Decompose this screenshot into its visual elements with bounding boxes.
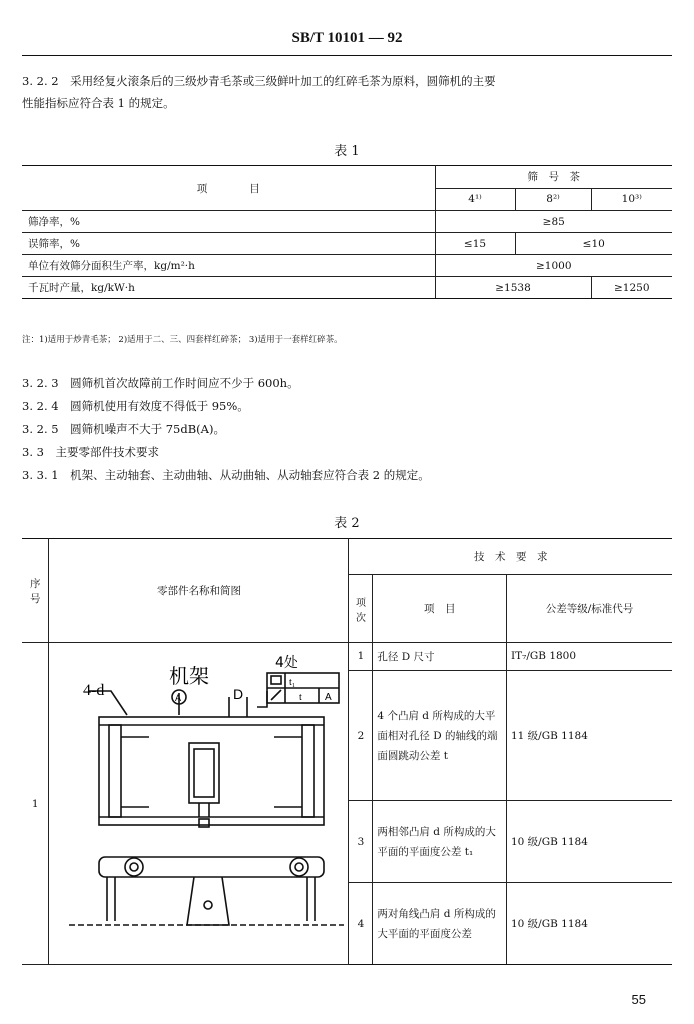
table1-head-c2: 8²⁾: [515, 188, 591, 211]
table1-head-group: 筛 号 茶: [435, 166, 672, 189]
para-3-2-2: 3. 2. 2 采用经复火滚条后的三级炒青毛茶或三级鲜叶加工的红碎毛茶为原料，圆筛机的主要: [22, 74, 496, 88]
item-no: 3: [349, 801, 373, 883]
table2-row-no: 1: [22, 643, 49, 965]
item-grade: IT₇/GB 1800: [506, 643, 672, 671]
para-3-3-1: 3. 3. 1 机架、主动轴套、主动曲轴、从动曲轴、从动轴套应符合表 2 的规定。: [22, 468, 430, 482]
row-value: ≥85: [435, 211, 672, 233]
item-text: 4 个凸肩 d 所构成的大平面相对孔径 D 的轴线的端面圆跳动公差 t: [373, 670, 507, 801]
header-rule: [22, 55, 672, 56]
table1-head-c1: 4¹⁾: [435, 188, 515, 211]
table2-head-tech: 技 术 要 求: [349, 539, 672, 575]
item-grade: 11 级/GB 1184: [506, 670, 672, 801]
table1-note: 注：1)适用于炒青毛茶； 2)适用于二、三、四套样红碎茶； 3)适用于一套样红碎茶。: [22, 335, 343, 345]
table-2: [22, 538, 672, 965]
table-row: [22, 277, 672, 299]
para-3-2-3: 3. 2. 3 圆筛机首次故障前工作时间应不少于 600h。: [22, 376, 299, 390]
table-1: [22, 165, 672, 299]
page-number: 55: [631, 992, 646, 1007]
table2-head-item: 项 目: [373, 575, 507, 643]
drawing-tol-t: t: [299, 692, 303, 703]
row-value: ≤10: [515, 233, 672, 255]
item-grade: 10 级/GB 1184: [506, 801, 672, 883]
table-row: [22, 211, 672, 233]
para-3-2-5: 3. 2. 5 圆筛机噪声不大于 75dB(A)。: [22, 422, 225, 436]
row-label: 千瓦时产量，kg/kW·h: [22, 277, 435, 299]
table-row: [22, 643, 672, 671]
table1-head-c3: 10³⁾: [591, 188, 672, 211]
drawing-tol-a: A: [325, 692, 333, 703]
drawing-label-frame: 机架: [169, 664, 210, 688]
table1-caption: 表 1: [334, 144, 360, 159]
table2-head-no: 序号: [22, 539, 49, 643]
item-grade: 10 级/GB 1184: [506, 883, 672, 965]
drawing-label-a: A: [175, 693, 182, 703]
table2-caption: 表 2: [334, 516, 360, 531]
item-text: 两对角线凸肩 d 所构成的大平面的平面度公差: [373, 883, 507, 965]
frame-drawing: [49, 643, 348, 961]
table2-head-grade: 公差等级/标准代号: [506, 575, 672, 643]
drawing-label-4d: 4-d: [83, 682, 105, 699]
drawing-tol-t1: t₁: [289, 677, 296, 688]
para-3-2-2-cont: 性能指标应符合表 1 的规定。: [22, 96, 175, 110]
para-3-2-4: 3. 2. 4 圆筛机使用有效度不得低于 95%。: [22, 399, 249, 413]
frame-drawing-cell: [49, 643, 349, 965]
item-text: 孔径 D 尺寸: [373, 643, 507, 671]
row-value: ≥1538: [435, 277, 591, 299]
page-header: SB/T 10101 — 92: [291, 30, 403, 46]
drawing-label-D: D: [233, 686, 244, 702]
row-label: 筛净率，%: [22, 211, 435, 233]
row-value: ≥1250: [591, 277, 672, 299]
drawing-label-count: 4处: [275, 655, 299, 671]
table-row: [22, 233, 672, 255]
table-row: [22, 255, 672, 277]
table2-head-item-no: 项次: [349, 575, 373, 643]
table2-head-part: 零部件名称和简图: [49, 539, 349, 643]
row-value: ≥1000: [435, 255, 672, 277]
row-value: ≤15: [435, 233, 515, 255]
table1-head-item: 项 目: [22, 166, 435, 211]
item-no: 4: [349, 883, 373, 965]
item-no: 2: [349, 670, 373, 801]
row-label: 单位有效筛分面积生产率，kg/m²·h: [22, 255, 435, 277]
item-no: 1: [349, 643, 373, 671]
row-label: 误筛率，%: [22, 233, 435, 255]
item-text: 两相邻凸肩 d 所构成的大平面的平面度公差 t₁: [373, 801, 507, 883]
para-3-3: 3. 3 主要零部件技术要求: [22, 445, 159, 459]
